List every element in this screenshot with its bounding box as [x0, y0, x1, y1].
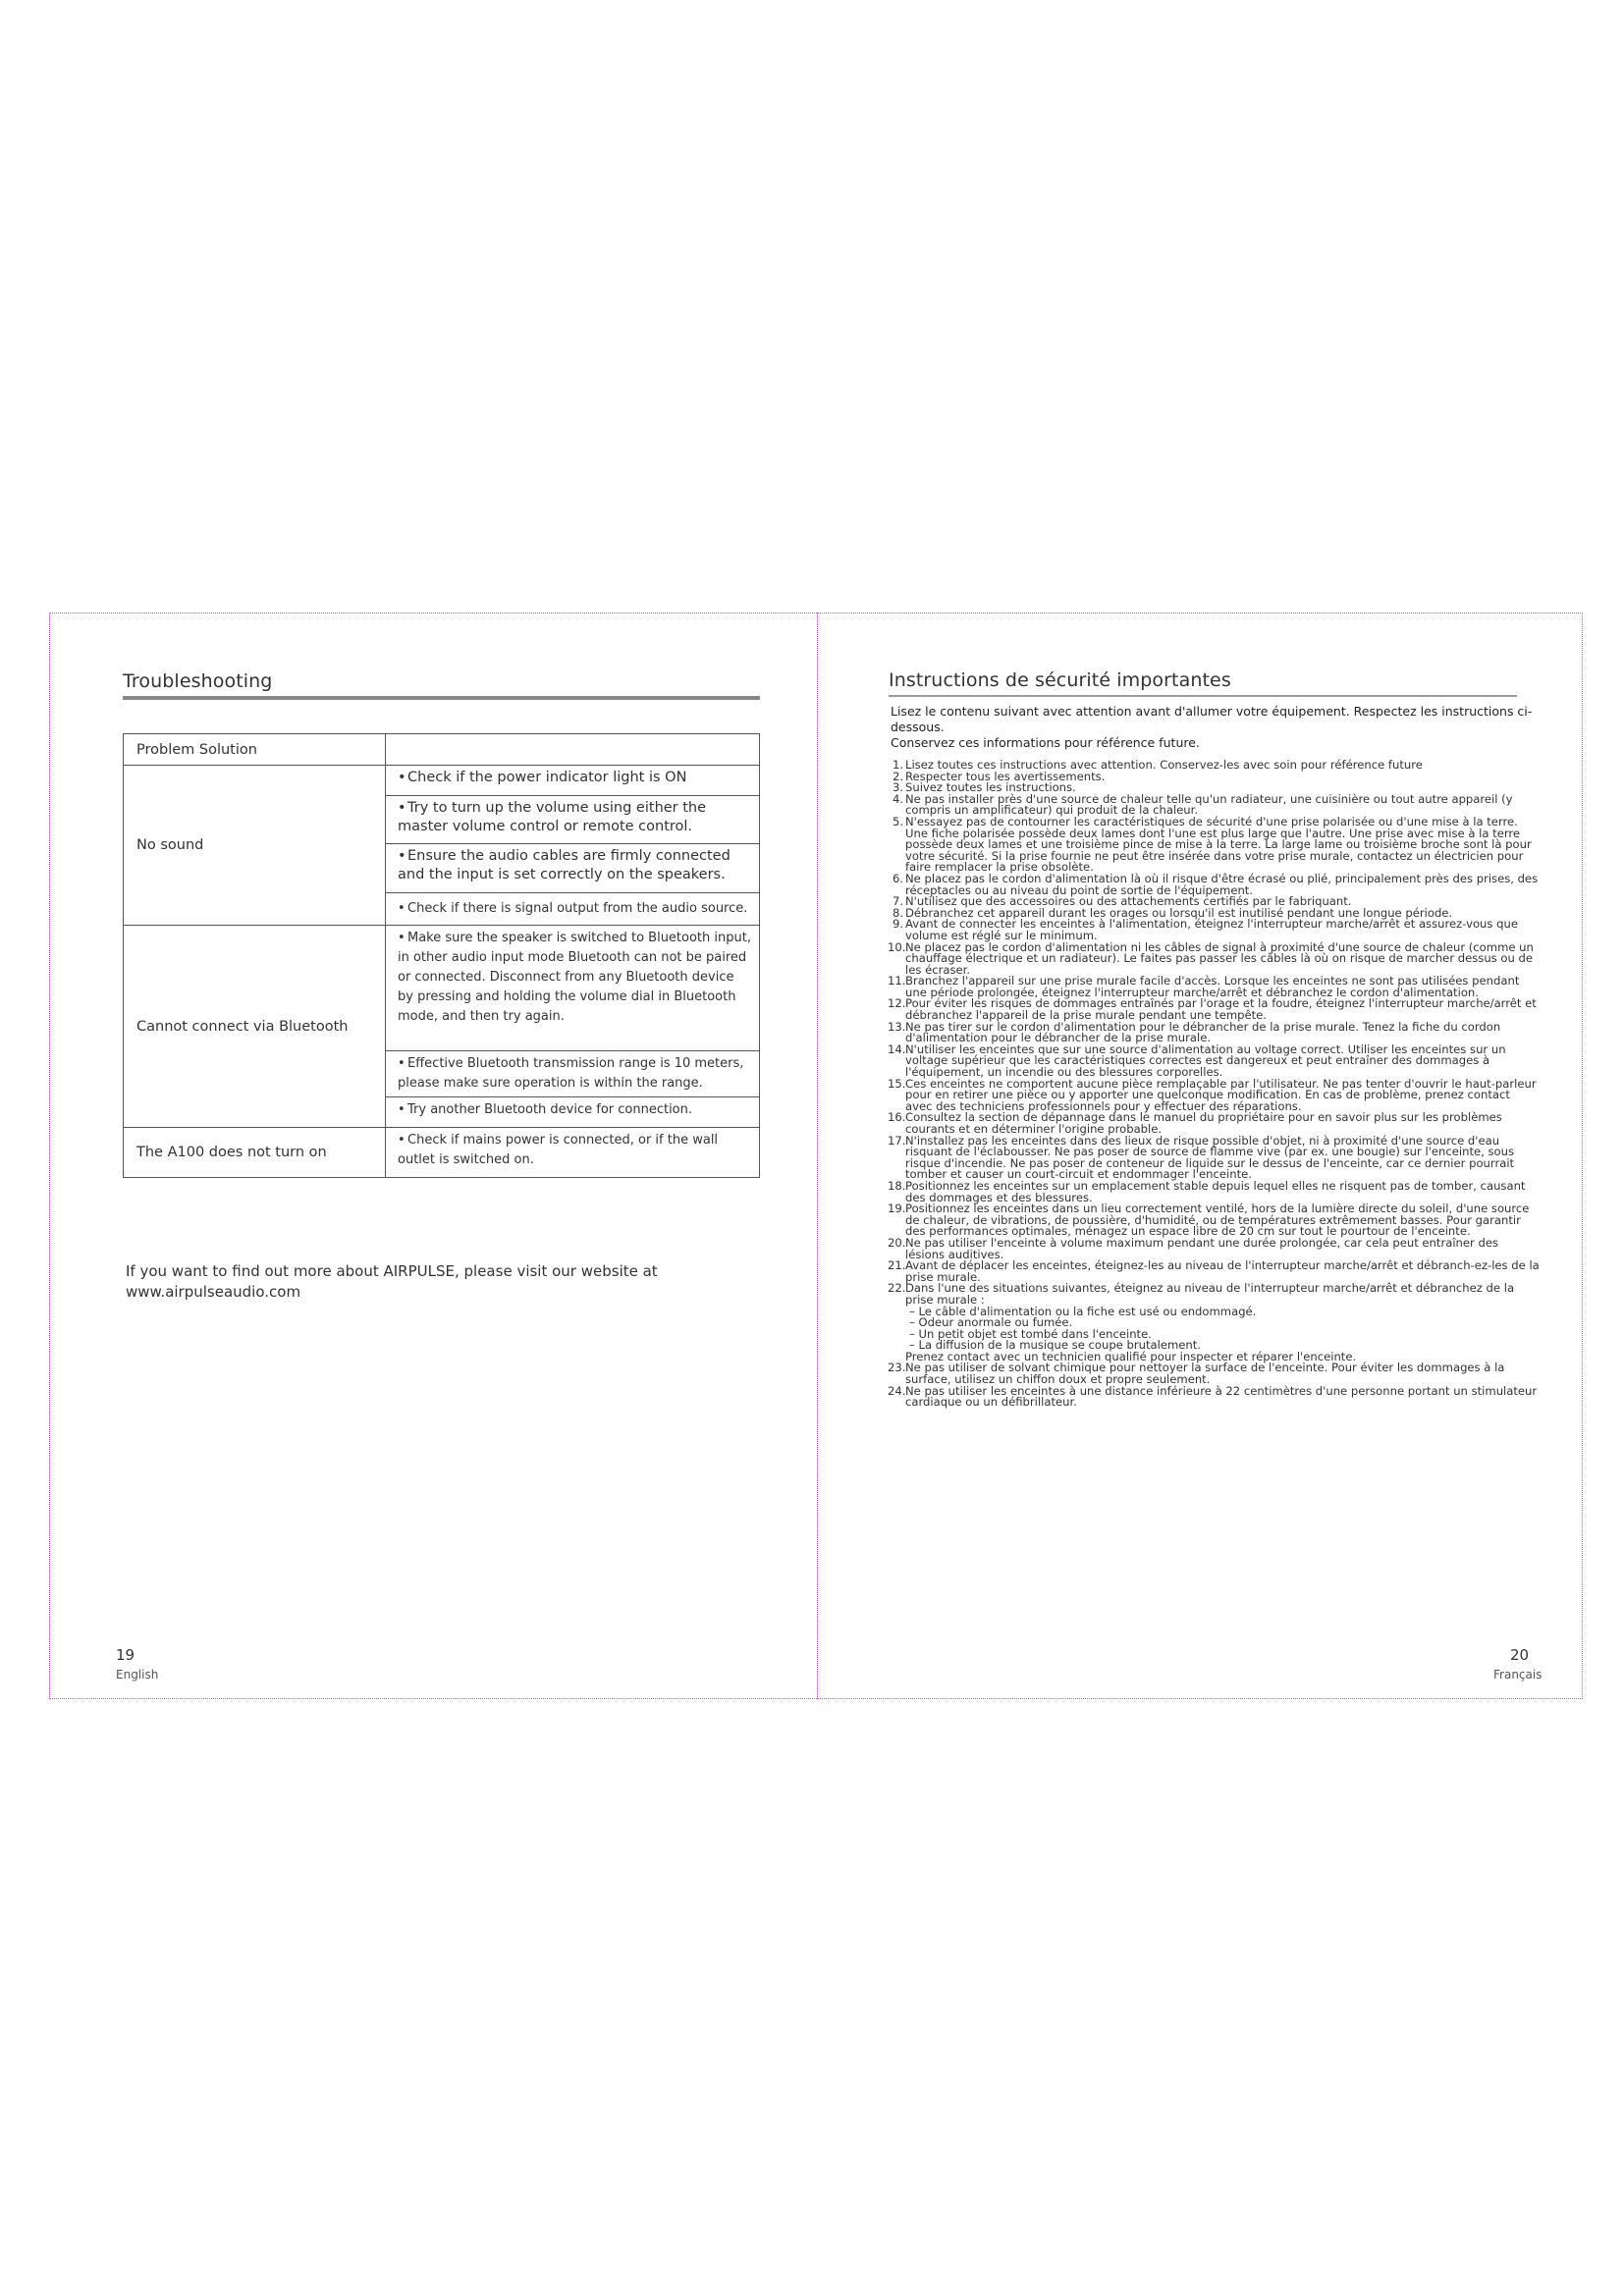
item-number: 18.: [888, 1178, 906, 1193]
item-number: 4.: [892, 791, 903, 806]
solution-cell: [386, 926, 760, 1128]
table-header-row: [124, 734, 760, 766]
item-number: 1.: [892, 758, 903, 772]
website-url[interactable]: www.airpulseaudio.com: [126, 1283, 301, 1301]
heading-rule: [889, 695, 1517, 697]
item-number: 20.: [888, 1235, 906, 1250]
item-number: 13.: [888, 1019, 906, 1034]
table-header: Problem Solution: [124, 734, 386, 766]
solution-text: Check if the power indicator light is ON: [407, 770, 687, 785]
solution-item: • Make sure the speaker is switched to Bluetooth input, in other audio input mode Bluetooth can not be paired or connected. Disconnect from any Bluetooth device by pressing and holding the volume dial in Bluetooth mode, and then try again.: [386, 926, 759, 1051]
item-text: Consultez la section de dépannage dans le manuel du propriétaire pour en savoir plus sur les problèmes courants et en déterminer l'origine probable.: [905, 1110, 1502, 1136]
item-text: Respecter tous les avertissements.: [905, 769, 1106, 783]
solution-text: Make sure the speaker is switched to Bluetooth input, in other audio input mode Bluetooth can not be paired or connected. Disconnect from any Bluetooth device by pressing and holding the volume dial in Bluetooth mode, and then try again.: [398, 931, 751, 1024]
website-note-line1: If you want to find out more about AIRPULSE, please visit our website at: [126, 1262, 658, 1280]
list-item: [891, 791, 1541, 818]
table-row: [124, 1128, 760, 1178]
item-number: 11.: [888, 974, 906, 988]
solution-item: • Effective Bluetooth transmission range is 10 meters, please make sure operation is within the range.: [386, 1051, 759, 1097]
item-number: 3.: [892, 780, 903, 795]
website-note: [126, 1261, 715, 1303]
item-text: Avant de déplacer les enceintes, éteignez-les au niveau de l'interrupteur marche/arrêt et débranch-ez-les de la prise murale.: [905, 1258, 1540, 1284]
list-item: [888, 1019, 1541, 1045]
list-item: [888, 1258, 1541, 1284]
troubleshooting-table: [123, 733, 760, 1178]
intro-line-2: Conservez ces informations pour référence future.: [891, 735, 1200, 750]
intro-text: [891, 704, 1539, 751]
sub-item: – Le câble d'alimentation ou la fiche est usé ou endommagé.: [909, 1304, 1257, 1318]
problem-cell: The A100 does not turn on: [124, 1128, 386, 1178]
item-number: 15.: [888, 1076, 906, 1091]
sub-item: – Un petit objet est tombé dans l'enceinte.: [909, 1326, 1152, 1341]
item-number: 12.: [888, 996, 906, 1011]
item-text: Ne pas tirer sur le cordon d'alimentation pour le débrancher de la prise murale. Tenez la fiche du cordon d'alimentation pour le débrancher de la prise murale.: [905, 1019, 1501, 1045]
item-text: N'installez pas les enceintes dans des lieux de risque possible d'objet, ni à proximité d'une source d'eau risquant de l'éclabousser. Ne pas poser de source de flamme vive (par ex. une bougie) sur l'enceinte, sous risque d'incendie. Ne pas poser de conteneur de liquide sur le dessus de l'enceinte, car ce dernier pourrait tomber et causer un court-circuit et endommager l'enceinte.: [905, 1133, 1515, 1182]
table-row: [124, 926, 760, 1128]
list-item: [888, 1383, 1541, 1410]
item-number: 5.: [892, 814, 903, 828]
solution-text: Try another Bluetooth device for connection.: [407, 1102, 693, 1117]
page-number: 19: [116, 1646, 135, 1664]
item-text: N'utiliser les enceintes que sur une source d'alimentation au voltage correct. Utiliser les enceintes sur un voltage supérieur que les caractéristiques correctes est dangereux et peut entraîner des dommages à l'équipement, un incendie ou des blessures corporelles.: [905, 1041, 1506, 1080]
list-item: [888, 1110, 1541, 1136]
item-text: Lisez toutes ces instructions avec attention. Conservez-les avec soin pour référence future: [905, 758, 1423, 772]
item-note: Prenez contact avec un technicien qualifié pour inspecter et réparer l'enceinte.: [905, 1349, 1357, 1363]
solution-item: • Check if mains power is connected, or if the wall outlet is switched on.: [398, 1133, 719, 1167]
page-language: Français: [1493, 1668, 1543, 1682]
table-header-blank: [386, 734, 760, 766]
list-item: [888, 939, 1541, 977]
solution-text: Effective Bluetooth transmission range is 10 meters, please make sure operation is within the range.: [398, 1056, 744, 1091]
table-row: [124, 766, 760, 926]
item-text: Avant de connecter les enceintes à l'alimentation, éteignez l'interrupteur marche/arrêt et assurez-vous que volume est réglé sur le minimum.: [905, 917, 1518, 942]
list-item: [888, 996, 1541, 1023]
list-item: [891, 871, 1541, 897]
solution-item: • Check if there is signal output from the audio source.: [398, 901, 748, 916]
item-text: Positionnez les enceintes sur un emplacement stable depuis lequel elles ne risquent pas de tomber, causant des dommages et des blessures.: [905, 1178, 1526, 1204]
list-item: [888, 1133, 1541, 1182]
list-item: [888, 1235, 1541, 1261]
list-item: [888, 1178, 1541, 1204]
item-number: 22.: [888, 1281, 906, 1296]
list-item: [888, 1281, 1541, 1363]
item-text: Ne pas utiliser l'enceinte à volume maximum pendant une durée prolongée, car cela peut entraîner des lésions auditives.: [905, 1235, 1499, 1261]
item-text: Ne pas utiliser les enceintes à une distance inférieure à 22 centimètres d'une personne portant un stimulateur cardiaque ou un défibrillateur.: [905, 1383, 1538, 1410]
problem-cell: No sound: [124, 766, 386, 926]
item-text: Ne pas installer près d'une source de chaleur telle qu'un radiateur, une cuisinière ou tout autre appareil (y compris un amplificateur) qui produit de la chaleur.: [905, 791, 1513, 818]
item-number: 23.: [888, 1361, 906, 1375]
solution-text: Ensure the audio cables are firmly connected and the input is set correctly on the speakers.: [398, 848, 731, 882]
page-title: Troubleshooting: [123, 670, 273, 692]
item-number: 17.: [888, 1133, 906, 1148]
problem-cell: Cannot connect via Bluetooth: [124, 926, 386, 1128]
page-right: [818, 613, 1583, 1699]
solution-item: •Check if the power indicator light is ON: [386, 766, 759, 796]
solution-text: Check if mains power is connected, or if the wall outlet is switched on.: [398, 1133, 719, 1167]
item-number: 9.: [892, 917, 903, 932]
item-number: 16.: [888, 1110, 906, 1125]
item-text: Ces enceintes ne comportent aucune pièce remplaçable par l'utilisateur. Ne pas tenter d'ouvrir le haut-parleur pour en retirer une pièce ou y apporter une quelconque modification. En cas de problème, prenez contact avec des techniciens professionnels pour y effectuer des réparations.: [905, 1076, 1537, 1113]
item-number: 7.: [892, 894, 903, 909]
list-item: [891, 814, 1541, 875]
page-title: Instructions de sécurité importantes: [889, 669, 1231, 691]
item-text: Débranchez cet appareil durant les orages ou lorsqu'il est inutilisé pendant une longue période.: [905, 905, 1453, 920]
intro-line-1: Lisez le contenu suivant avec attention avant d'allumer votre équipement. Respectez les instructions ci-dessous.: [891, 704, 1533, 734]
list-item: [888, 1201, 1541, 1239]
item-text: Positionnez les enceintes dans un lieu correctement ventilé, hors de la lumière directe du soleil, d'une source de chaleur, de vibrations, de poussière, d'humidité, ou de températures extrêmement basses. Pour garantir des performances optimales, ménagez un espace libre de 20 cm sur tout le pourtour de l'enceinte.: [905, 1201, 1530, 1239]
sub-item: – La diffusion de la musique se coupe brutalement.: [909, 1338, 1201, 1353]
item-text: Suivez toutes les instructions.: [905, 780, 1076, 795]
list-item: [888, 1076, 1541, 1113]
item-text: Pour éviter les risques de dommages entraînés par l'orage et la foudre, éteignez l'interrupteur marche/arrêt et débranchez l'appareil de la prise murale pendant une tempête.: [905, 996, 1537, 1023]
list-item: [888, 1361, 1541, 1387]
solution-text: Check if there is signal output from the audio source.: [407, 901, 748, 916]
solution-cell: [386, 1128, 760, 1178]
page-language: English: [116, 1668, 159, 1682]
item-text: N'utilisez que des accessoires ou des attachements certifiés par le fabriquant.: [905, 894, 1352, 909]
list-item: [891, 919, 1541, 941]
list-item: [888, 974, 1541, 999]
item-number: 8.: [892, 905, 903, 920]
item-text: Ne pas utiliser de solvant chimique pour nettoyer la surface de l'enceinte. Pour éviter les dommages à la surface, utilisez un chiffon doux et propre seulement.: [905, 1361, 1505, 1387]
item-number: 24.: [888, 1383, 906, 1398]
solution-text: Try to turn up the volume using either the master volume control or remote control.: [398, 800, 707, 834]
item-text: Branchez l'appareil sur une prise murale facile d'accès. Lorsque les enceintes ne sont pas utilisées pendant une période prolongée, éteignez l'interrupteur marche/arrêt et débranchez le cordon d'alimentation.: [905, 974, 1520, 999]
item-text: Ne placez pas le cordon d'alimentation ni les câbles de signal à proximité d'une source de chaleur (comme un chauffage électrique et un radiateur). Le faites pas passer les câbles là où on risque de marcher dessus ou de les écraser.: [905, 939, 1534, 977]
solution-item: •Ensure the audio cables are firmly connected and the input is set correctly on the speakers.: [386, 844, 759, 893]
page-left: [49, 613, 817, 1699]
item-text: N'essayez pas de contourner les caractéristiques de sécurité d'une prise polarisée ou d'une mise à la terre. Une fiche polarisée possède deux lames dont l'une est plus large que l'autre. Une prise avec mise à la terre possède deux lames et une troisième pince de mise à la terre. La large lame ou troisième broche sont là pour votre sécurité. Si la prise fournie ne peut être insérée dans votre prise murale, contactez un électricien pour faire remplacer la prise obsolète.: [905, 814, 1532, 875]
item-number: 14.: [888, 1041, 906, 1056]
item-number: 10.: [888, 939, 906, 954]
solution-item: • Try another Bluetooth device for connection.: [398, 1102, 693, 1117]
item-number: 19.: [888, 1201, 906, 1216]
item-number: 6.: [892, 871, 903, 885]
heading-rule: [123, 696, 760, 700]
safety-list: [888, 758, 1541, 1410]
page-number: 20: [1510, 1646, 1530, 1664]
list-item: [888, 1041, 1541, 1080]
item-number: 21.: [888, 1258, 906, 1273]
item-text: Ne placez pas le cordon d'alimentation là où il risque d'être écrasé ou plié, principalement près des prises, des réceptacles ou au niveau du point de sortie de l'équipement.: [905, 871, 1539, 897]
item-number: 2.: [892, 769, 903, 783]
solution-item: •Try to turn up the volume using either the master volume control or remote control.: [386, 796, 759, 844]
sub-item: – Odeur anormale ou fumée.: [909, 1315, 1073, 1330]
item-text: Dans l'une des situations suivantes, éteignez au niveau de l'interrupteur marche/arrêt et débranchez de la prise murale :: [905, 1281, 1515, 1307]
solution-cell: [386, 766, 760, 926]
